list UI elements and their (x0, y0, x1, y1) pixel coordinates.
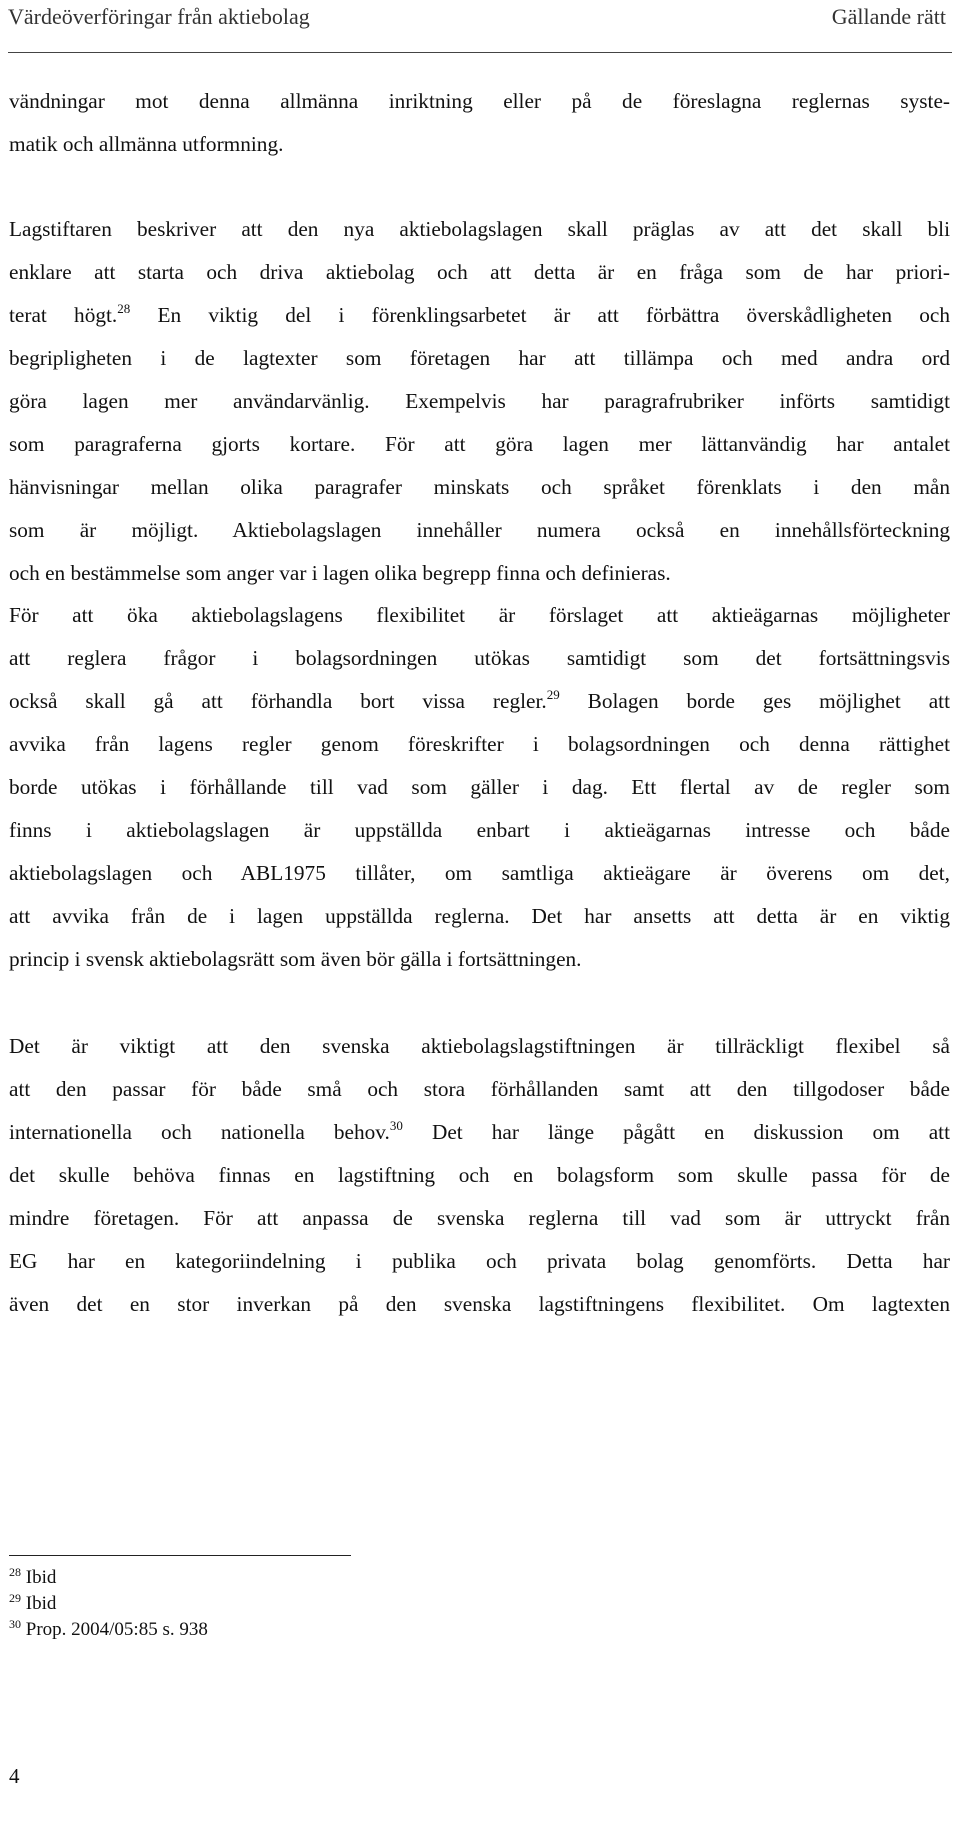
text-fragment: Det har länge pågått en diskussion om att (402, 1120, 950, 1144)
text-line: att avvika från de i lagen uppställda reglerna. Det har ansetts att detta är en viktig (9, 904, 950, 928)
text-line (9, 1111, 950, 1154)
text-fragment: internationella och nationella behov. (9, 1120, 390, 1144)
text-line: matik och allmänna utformning. (9, 132, 284, 156)
footnote-number: 30 (9, 1617, 21, 1631)
text-line (9, 680, 950, 723)
footnote-ref-30[interactable]: 30 (389, 1118, 403, 1133)
paragraph-1 (9, 80, 950, 166)
text-line: vändningar mot denna allmänna inriktning eller på de föreslagna reglernas syste- (9, 89, 950, 113)
text-line: Det är viktigt att den svenska aktiebolagslagstiftningen är tillräckligt flexibel så (9, 1034, 950, 1058)
text-line: hänvisningar mellan olika paragrafer minskats och språket förenklats i den mån (9, 475, 950, 499)
page-number: 4 (9, 1764, 20, 1788)
text-fragment: terat högt. (9, 303, 118, 327)
footnotes (9, 1565, 208, 1643)
footnote-ref-28[interactable]: 28 (117, 301, 131, 316)
text-line: EG har en kategoriindelning i publika och privata bolag genomförts. Detta har (9, 1249, 950, 1273)
text-line: avvika från lagens regler genom föreskrifter i bolagsordningen och denna rättighet (9, 732, 950, 756)
text-line: princip i svensk aktiebolagsrätt som även bör gälla i fortsättningen. (9, 947, 582, 971)
footnote-item (9, 1565, 208, 1591)
footnote-number: 29 (9, 1591, 21, 1605)
footnote-item (9, 1591, 208, 1617)
footnote-item (9, 1617, 208, 1643)
text-fragment: En viktig del i förenklingsarbetet är att förbättra överskådligheten och (130, 303, 950, 327)
text-line (9, 294, 950, 337)
text-line: och en bestämmelse som anger var i lagen olika begrepp finna och definieras. (9, 561, 671, 585)
text-line: För att öka aktiebolagslagens flexibilitet är förslaget att aktieägarnas möjligheter (9, 603, 950, 627)
text-line: att reglera frågor i bolagsordningen utökas samtidigt som det fortsättningsvis (9, 646, 950, 670)
footnote-separator (9, 1555, 351, 1556)
footnote-text: Ibid (25, 1593, 57, 1614)
text-line: även det en stor inverkan på den svenska lagstiftningens flexibilitet. Om lagtexten (9, 1292, 950, 1316)
footnote-ref-29[interactable]: 29 (546, 687, 560, 702)
text-line: göra lagen mer användarvänlig. Exempelvis har paragrafrubriker införts samtidigt (9, 389, 950, 413)
text-line: som är möjligt. Aktiebolagslagen innehåller numera också en innehållsförteckning (9, 518, 950, 542)
text-line: mindre företagen. För att anpassa de svenska reglerna till vad som är uttryckt från (9, 1206, 950, 1230)
text-line: att den passar för både små och stora förhållanden samt att den tillgodoser både (9, 1077, 950, 1101)
text-line: aktiebolagslagen och ABL1975 tillåter, om samtliga aktieägare är överens om det, (9, 861, 950, 885)
text-line: som paragraferna gjorts kortare. För att göra lagen mer lättanvändig har antalet (9, 432, 950, 456)
header-section: Gällande rätt (831, 4, 946, 29)
footnote-number: 28 (9, 1565, 21, 1579)
text-line: Lagstiftaren beskriver att den nya aktiebolagslagen skall präglas av att det skall bli (9, 217, 950, 241)
footnote-text: Prop. 2004/05:85 s. 938 (25, 1619, 208, 1640)
footnote-text: Ibid (25, 1567, 57, 1588)
text-fragment: också skall gå att förhandla bort vissa regler. (9, 689, 547, 713)
text-line: det skulle behöva finnas en lagstiftning och en bolagsform som skulle passa för de (9, 1163, 950, 1187)
header-title: Värdeöverföringar från aktiebolag (8, 4, 310, 29)
text-line: begripligheten i de lagtexter som företagen har att tillämpa och med andra ord (9, 346, 950, 370)
text-line: borde utökas i förhållande till vad som gäller i dag. Ett flertal av de regler som (9, 775, 950, 799)
text-line: finns i aktiebolagslagen är uppställda enbart i aktieägarnas intresse och både (9, 818, 950, 842)
text-line: enklare att starta och driva aktiebolag och att detta är en fråga som de har priori- (9, 260, 950, 284)
paragraph-4 (9, 1025, 950, 1326)
running-header (8, 0, 952, 53)
paragraph-2 (9, 208, 950, 595)
text-fragment: Bolagen borde ges möjlighet att (559, 689, 950, 713)
paragraph-3 (9, 594, 950, 981)
